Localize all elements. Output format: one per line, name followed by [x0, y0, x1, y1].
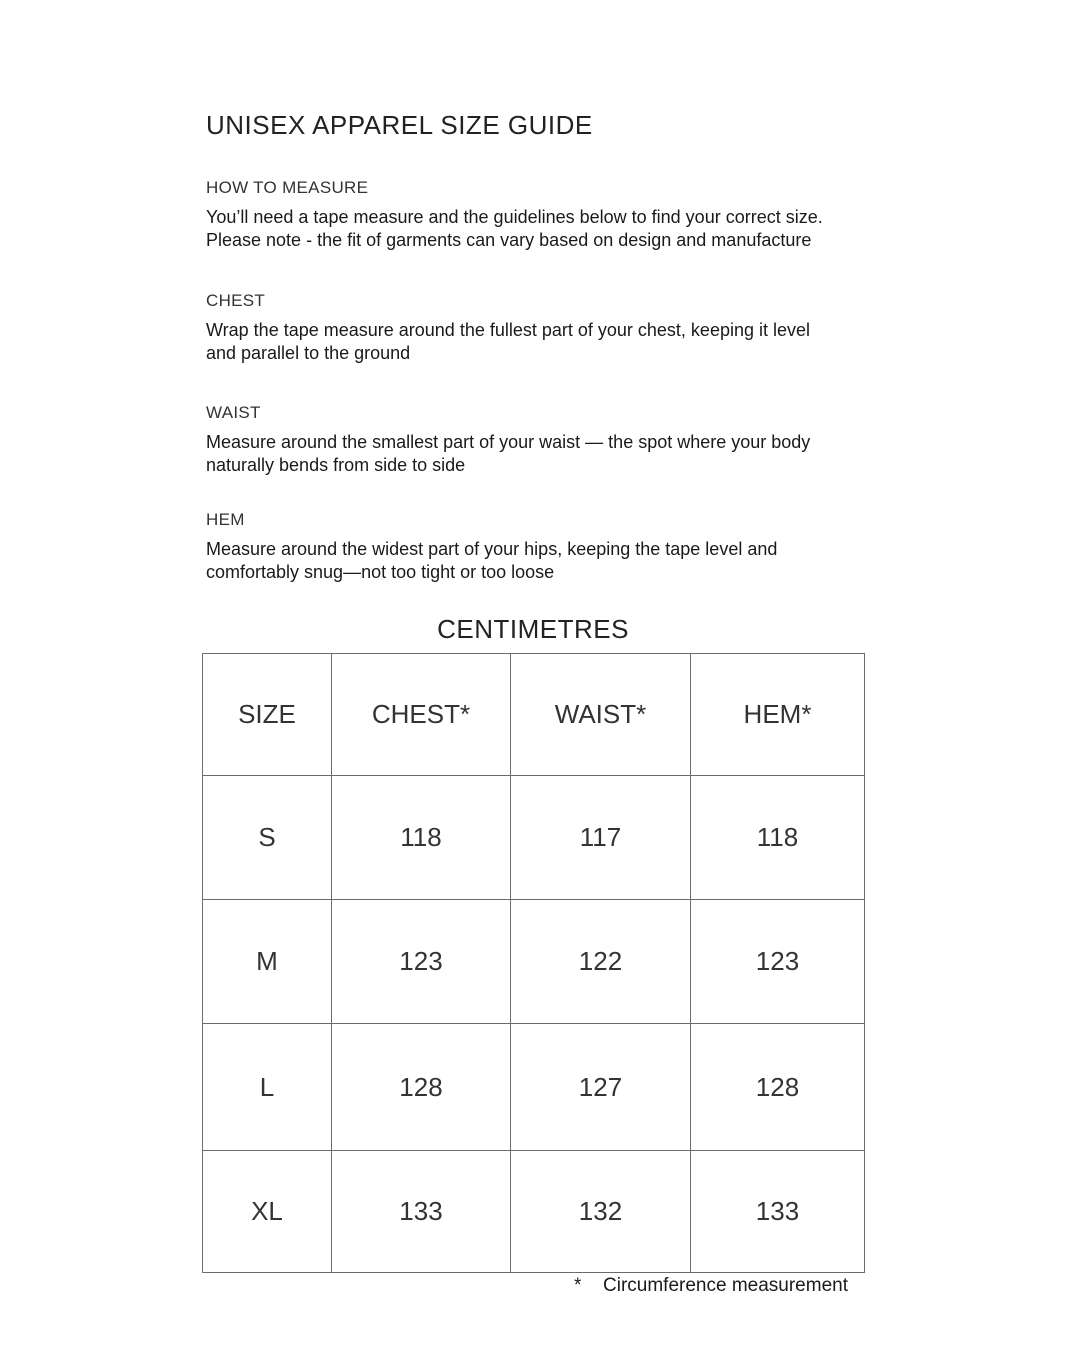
chest-cell: 118: [332, 776, 511, 900]
section-body: [206, 538, 906, 584]
table-row: [203, 1151, 865, 1273]
hem-cell: 133: [691, 1151, 865, 1273]
hem-cell: 123: [691, 900, 865, 1024]
waist-cell: 117: [511, 776, 691, 900]
waist-cell: 122: [511, 900, 691, 1024]
section-heading: HOW TO MEASURE: [206, 178, 369, 197]
hem-cell: 118: [691, 776, 865, 900]
section-line: Please note - the fit of garments can vary based on design and manufacture: [206, 230, 812, 250]
table-header-row: [203, 654, 865, 776]
chest-cell: 123: [332, 900, 511, 1024]
table-row: [203, 1024, 865, 1151]
size-cell: XL: [203, 1151, 332, 1273]
size-table: [202, 653, 865, 1273]
section-body: [206, 319, 906, 365]
size-cell: L: [203, 1024, 332, 1151]
chest-cell: 133: [332, 1151, 511, 1273]
section-line: Measure around the smallest part of your waist — the spot where your body: [206, 432, 811, 452]
section-waist: [206, 403, 906, 477]
section-line: comfortably snug—not too tight or too loose: [206, 562, 555, 582]
section-line: Measure around the widest part of your hips, keeping the tape level and: [206, 539, 778, 559]
section-heading: CHEST: [206, 291, 266, 310]
footnote: [574, 1275, 974, 1300]
section-line: and parallel to the ground: [206, 343, 411, 363]
section-body: [206, 431, 906, 477]
header-cell-waist: WAIST*: [511, 654, 691, 776]
size-cell: M: [203, 900, 332, 1024]
chest-cell: 128: [332, 1024, 511, 1151]
waist-cell: 127: [511, 1024, 691, 1151]
header-cell-chest: CHEST*: [332, 654, 511, 776]
section-heading: WAIST: [206, 403, 261, 422]
table-row: [203, 900, 865, 1024]
section-heading: HEM: [206, 510, 245, 529]
section-chest: [206, 291, 906, 365]
section-line: naturally bends from side to side: [206, 455, 466, 475]
section-line: Wrap the tape measure around the fullest part of your chest, keeping it level: [206, 320, 811, 340]
table-row: [203, 776, 865, 900]
section-line: You’ll need a tape measure and the guidelines below to find your correct size.: [206, 207, 823, 227]
section-how-to-measure: [206, 178, 906, 252]
footnote-marker: *: [574, 1275, 582, 1296]
section-body: [206, 206, 906, 252]
section-hem: [206, 510, 906, 584]
header-cell-size: SIZE: [203, 654, 332, 776]
hem-cell: 128: [691, 1024, 865, 1151]
size-cell: S: [203, 776, 332, 900]
page-title: UNISEX APPAREL SIZE GUIDE: [206, 110, 593, 140]
waist-cell: 132: [511, 1151, 691, 1273]
footnote-text: Circumference measurement: [603, 1275, 848, 1296]
header-cell-hem: HEM*: [691, 654, 865, 776]
table-unit-title: CENTIMETRES: [437, 614, 629, 644]
